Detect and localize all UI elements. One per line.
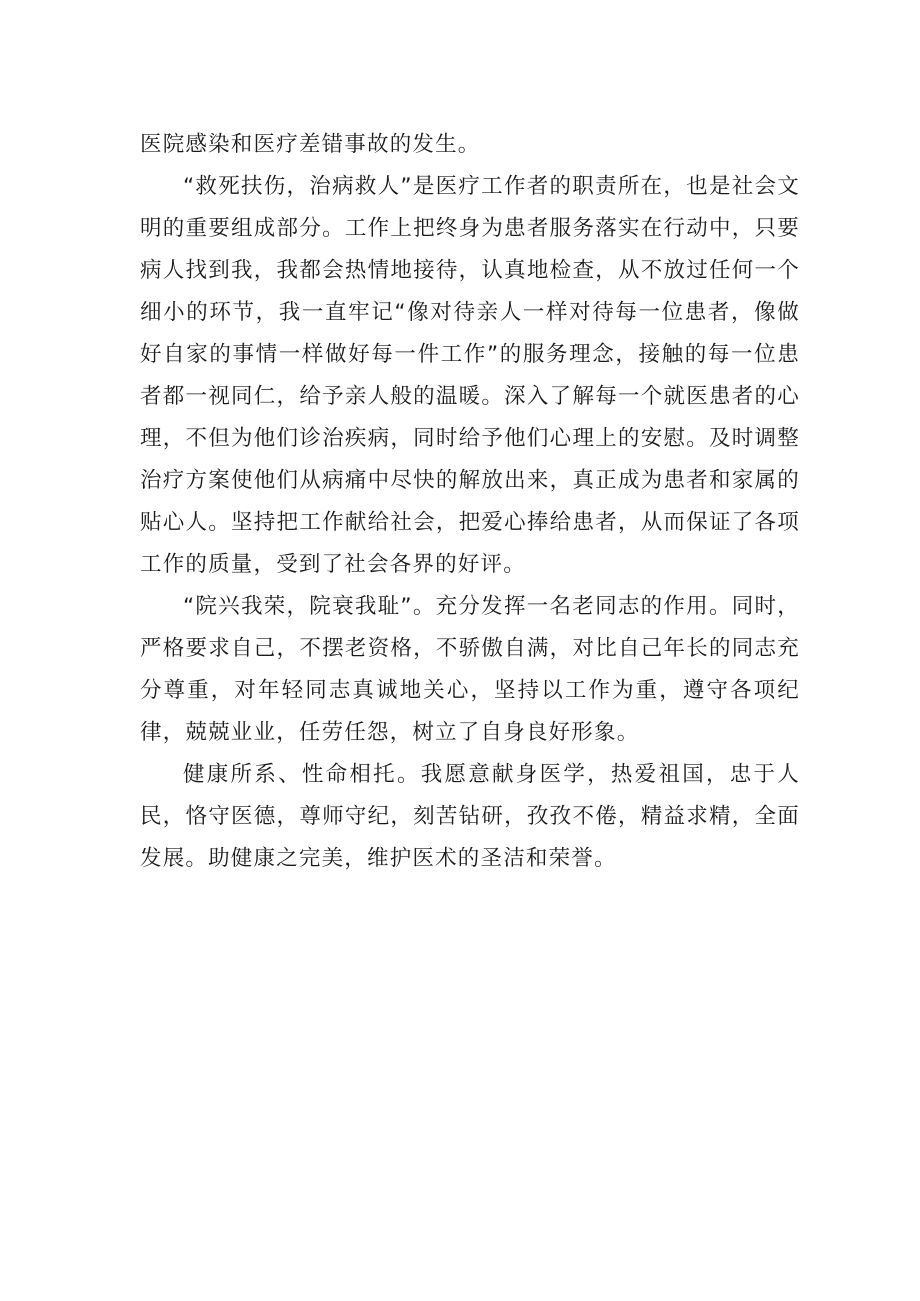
paragraph-continuation: 医院感染和医疗差错事故的发生。 — [140, 132, 481, 157]
paragraph-duty: “救死扶伤，治病救人”是医疗工作者的职责所在，也是社会文明的重要组成部分。工作上把终身为患者服务落实在行动中，只要病人找到我，我都会热情地接待，认真地检查，从不放过任何一个细小的环节，我一直牢记“像对待亲人一样对待每一位患者，像做好自家的事情一样做好每一件工作”的服务理念，接触的每一位患者都一视同仁，给予亲人般的温暖。深入了解每一个就医患者的心理，不但为他们诊治疾病，同时给予他们心理上的安慰。及时调整治疗方案使他们从病痛中尽快的解放出来，真正成为患者和家属的贴心人。坚持把工作献给社会，把爱心捧给患者，从而保证了各项工作的质量，受到了社会各界的好评。 — [140, 174, 800, 577]
document-body — [140, 124, 800, 880]
paragraph-hospital-honor: “院兴我荣，院衰我耻”。充分发挥一名老同志的作用。同时，严格要求自己，不摆老资格，不骄傲自满，对比自己年长的同志充分尊重，对年轻同志真诚地关心，坚持以工作为重，遵守各项纪律，兢兢业业，任劳任怨，树立了自身良好形象。 — [140, 594, 800, 745]
paragraph-health-oath: 健康所系、性命相托。我愿意献身医学，热爱祖国，忠于人民，恪守医德，尊师守纪，刻苦钻研，孜孜不倦，精益求精，全面发展。助健康之完美，维护医术的圣洁和荣誉。 — [140, 762, 800, 871]
